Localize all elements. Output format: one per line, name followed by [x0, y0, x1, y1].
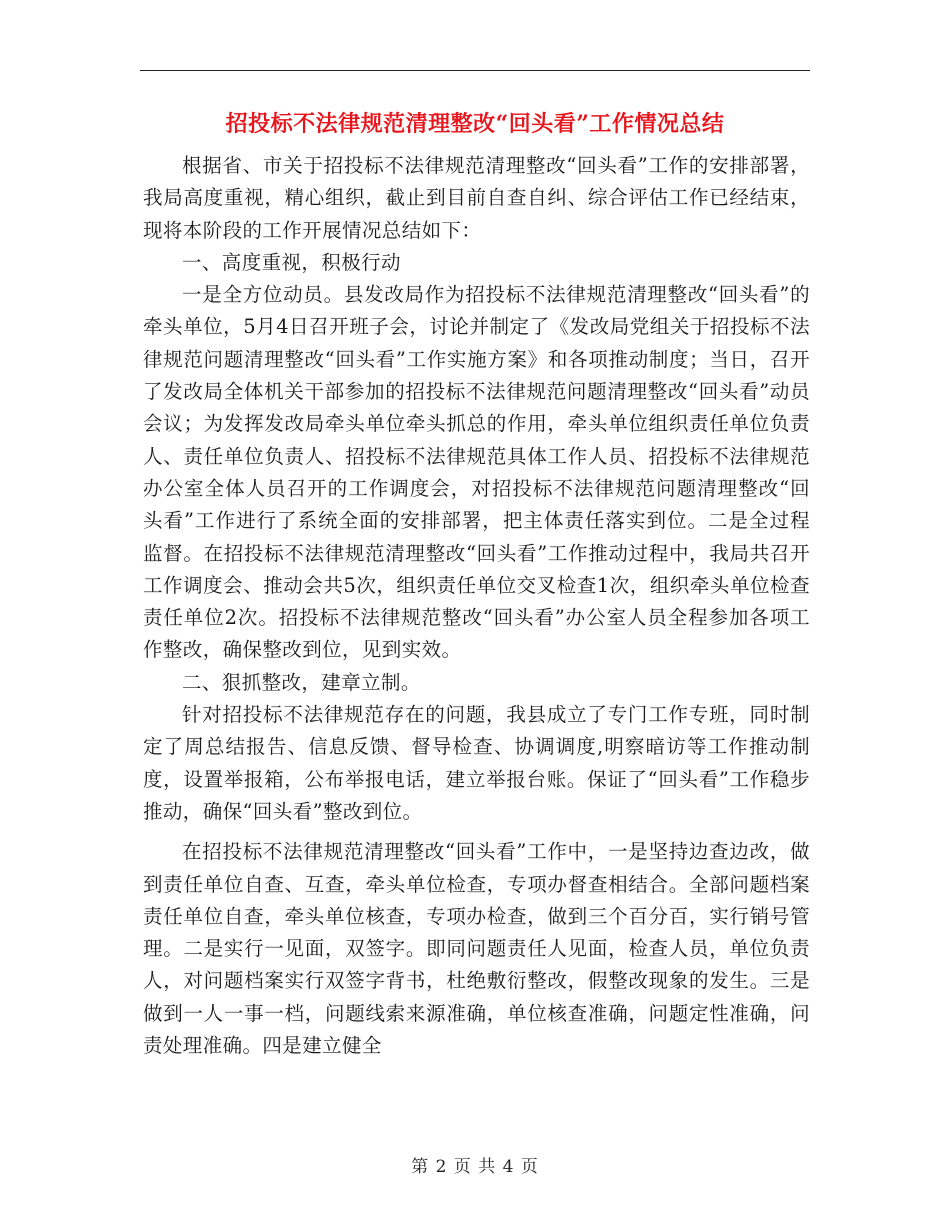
- footer-middle: 页 共: [453, 1157, 497, 1177]
- section-heading-2: 二、狠抓整改，建章立制。: [182, 670, 421, 694]
- footer-suffix: 页: [520, 1157, 539, 1177]
- paragraph-intro: 根据省、市关于招投标不法律规范清理整改“回头看”工作的安排部署，我局高度重视，精心组织，截止到目前自查自纠、综合评估工作已经结束，现将本阶段的工作开展情况总结如下：: [143, 154, 810, 242]
- header-rule: [140, 70, 810, 71]
- paragraph-review-measures: 在招投标不法律规范清理整改“回头看”工作中，一是坚持边查边改，做到责任单位自查、互查，牵头单位检查，专项办督查相结合。全部问题档案责任单位自查，牵头单位核查，专项办检查，做到三个百分百，实行销号管理。二是实行一见面，双签字。即同问题责任人见面，检查人员，单位负责人，对问题档案实行双签字背书，杜绝敷衍整改，假整改现象的发生。三是做到一人一事一档，问题线索来源准确，单位核查准确，问题定性准确，问责处理准确。四是建立健全: [143, 840, 810, 1058]
- paragraph-mobilization: 一是全方位动员。县发改局作为招投标不法律规范清理整改“回头看”的牵头单位，5月4日召开班子会，讨论并制定了《发改局党组关于招投标不法律规范问题清理整改“回头看”工作实施方案》和各项推动制度；当日，召开了发改局全体机关干部参加的招投标不法律规范问题清理整改“回头看”动员会议；为发挥发改局牵头单位牵头抓总的作用，牵头单位组织责任单位负责人、责任单位负责人、招投标不法律规范具体工作人员、招投标不法律规范办公室全体人员召开的工作调度会，对招投标不法律规范问题清理整改“回头看”工作进行了系统全面的安排部署，把主体责任落实到位。二是全过程监督。在招投标不法律规范清理整改“回头看”工作推动过程中，我局共召开工作调度会、推动会共5次，组织责任单位交叉检查1次，组织牵头单位检查责任单位2次。招投标不法律规范整改“回头看”办公室人员全程参加各项工作整改，确保整改到位，见到实效。: [143, 283, 810, 662]
- paragraph-rectification: 针对招投标不法律规范存在的问题，我县成立了专门工作专班，同时制定了周总结报告、信息反馈、督导检查、协调调度,明察暗访等工作推动制度，设置举报箱，公布举报电话，建立举报台账。保证了“回头看”工作稳步推动，确保“回头看”整改到位。: [143, 703, 810, 823]
- section-heading-1: 一、高度重视，积极行动: [182, 250, 401, 274]
- page-footer: [0, 1152, 950, 1177]
- document-body: [143, 150, 810, 1062]
- footer-prefix: 第: [411, 1157, 430, 1177]
- footer-page-number: 2: [435, 1157, 448, 1177]
- footer-total-pages: 4: [502, 1157, 515, 1177]
- document-title: 招投标不法律规范清理整改“回头看”工作情况总结: [225, 111, 725, 137]
